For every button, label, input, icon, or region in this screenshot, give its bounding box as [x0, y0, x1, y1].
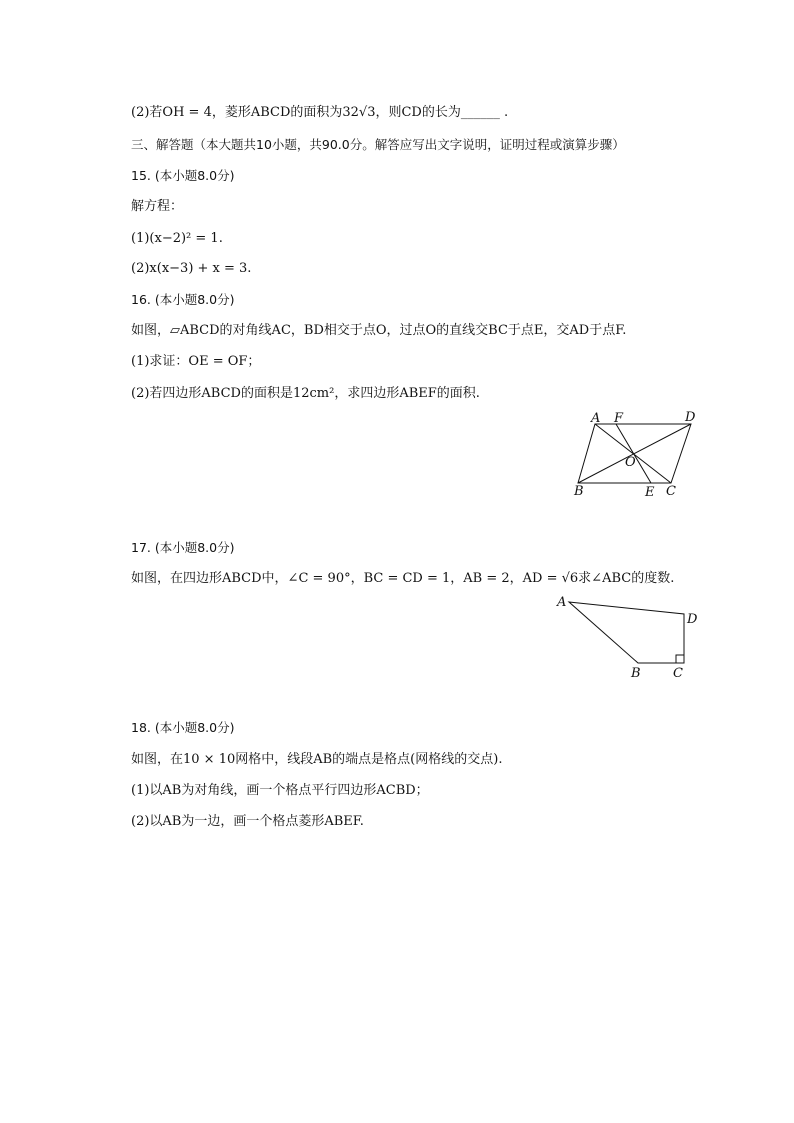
q16-part2: (2)若四边形ABCD的面积是12cm²，求四边形ABEF的面积. — [131, 386, 480, 401]
q16-prompt: 如图，▱ABCD的对角线AC，BD相交于点O，过点O的直线交BC于点E，交AD于点F. — [131, 323, 627, 338]
label-e: E — [645, 485, 655, 500]
q14-part2: (2)若OH = 4，菱形ABCD的面积为32√3，则CD的长为______ . — [131, 105, 509, 120]
q15-prompt: 解方程： — [131, 199, 184, 214]
label-o: O — [625, 455, 636, 470]
label-d: D — [685, 410, 696, 425]
q15-part2: (2)x(x−3) + x = 3. — [131, 261, 252, 276]
label-f: F — [614, 411, 624, 426]
label-c: C — [666, 484, 676, 499]
quadrilateral-figure — [554, 592, 704, 682]
q15-part1: (1)(x−2)² = 1. — [131, 231, 223, 246]
right-angle-mark — [676, 655, 684, 663]
line-ef — [616, 424, 651, 483]
q15-header: 15. (本小题8.0分) — [131, 168, 235, 183]
q18-header: 18. (本小题8.0分) — [131, 720, 235, 735]
quadrilateral-abcd — [569, 602, 684, 663]
q18-prompt: 如图，在10 × 10网格中，线段AB的端点是格点(网格线的交点). — [131, 752, 503, 767]
label-a: A — [591, 411, 601, 426]
label-b: B — [631, 666, 641, 681]
label-d: D — [687, 612, 698, 627]
q17-header: 17. (本小题8.0分) — [131, 540, 235, 555]
q16-part1: (1)求证：OE = OF； — [131, 354, 261, 369]
parallelogram-figure — [570, 408, 710, 500]
q17-prompt: 如图，在四边形ABCD中，∠C = 90°，BC = CD = 1，AB = 2，AD = √6求∠ABC的度数. — [131, 571, 675, 586]
q16-header: 16. (本小题8.0分) — [131, 292, 235, 307]
label-c: C — [673, 666, 683, 681]
label-b: B — [574, 484, 584, 499]
section-header: 三、解答题（本大题共10小题，共90.0分。解答应写出文字说明，证明过程或演算步骤） — [131, 137, 625, 152]
label-a: A — [557, 595, 567, 610]
q18-part2: (2)以AB为一边，画一个格点菱形ABEF. — [131, 814, 364, 829]
q18-part1: (1)以AB为对角线，画一个格点平行四边形ACBD； — [131, 783, 429, 798]
